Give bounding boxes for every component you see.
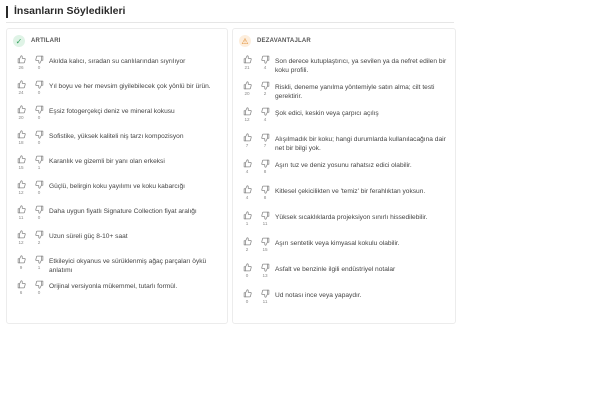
- downvote-button[interactable]: [33, 105, 45, 120]
- thumbs-down-icon: [33, 80, 45, 89]
- downvote-count: 4: [263, 65, 267, 70]
- pros-panel: [6, 28, 228, 324]
- thumbs-down-icon: [33, 280, 45, 289]
- thumbs-down-icon: [33, 230, 45, 239]
- thumbs-down-icon: [259, 55, 271, 64]
- list-item: [7, 103, 227, 127]
- downvote-button[interactable]: [33, 130, 45, 145]
- downvote-count: 8: [263, 195, 267, 200]
- downvote-button[interactable]: [33, 80, 45, 95]
- thumbs-up-icon: [241, 81, 253, 90]
- list-item: [7, 253, 227, 277]
- vote-group: [15, 280, 45, 302]
- upvote-count: 15: [18, 165, 24, 170]
- thumbs-up-icon: [241, 55, 253, 64]
- vote-group: [15, 55, 45, 77]
- upvote-button[interactable]: [241, 81, 253, 96]
- warning-icon: ⚠: [239, 35, 251, 47]
- upvote-count: 20: [18, 115, 24, 120]
- vote-group: [15, 205, 45, 227]
- downvote-button[interactable]: [33, 255, 45, 270]
- downvote-count: 0: [37, 65, 41, 70]
- list-item: [233, 209, 455, 233]
- upvote-button[interactable]: [15, 180, 27, 195]
- thumbs-up-icon: [241, 133, 253, 142]
- vote-group: [15, 230, 45, 252]
- item-text: Yüksek sıcaklıklarda projeksiyon sınırlı hissedilebilir.: [275, 214, 428, 221]
- vote-group: [241, 211, 271, 233]
- item-text: Şok edici, keskin veya çarpıcı açılış: [275, 110, 379, 117]
- list-item: [7, 203, 227, 227]
- vote-group: [15, 130, 45, 152]
- thumbs-up-icon: [15, 180, 27, 189]
- downvote-count: 8: [263, 169, 267, 174]
- upvote-button[interactable]: [15, 105, 27, 120]
- list-item: [233, 235, 455, 259]
- upvote-button[interactable]: [241, 289, 253, 304]
- thumbs-up-icon: [241, 263, 253, 272]
- item-text: Güçlü, belirgin koku yayılımı ve koku kabarcığı: [49, 183, 185, 190]
- upvote-count: 7: [245, 143, 249, 148]
- list-item: [7, 128, 227, 152]
- downvote-button[interactable]: [33, 280, 45, 295]
- thumbs-down-icon: [33, 130, 45, 139]
- upvote-button[interactable]: [15, 155, 27, 170]
- downvote-button[interactable]: [259, 81, 271, 96]
- downvote-button[interactable]: [33, 180, 45, 195]
- list-item: [7, 178, 227, 202]
- thumbs-up-icon: [15, 230, 27, 239]
- vote-group: [241, 107, 271, 129]
- upvote-button[interactable]: [241, 133, 253, 148]
- thumbs-up-icon: [15, 105, 27, 114]
- list-item: [7, 228, 227, 252]
- item-text: Karanlık ve gizemli bir yanı olan erkeksi: [49, 158, 165, 165]
- downvote-button[interactable]: [259, 237, 271, 252]
- item-text: Yıl boyu ve her mevsim giyilebilecek çok yönlü bir ürün.: [49, 83, 211, 90]
- item-text: Riskli, deneme yanılma yöntemiyle satın alma; cilt testi gerektirir.: [275, 84, 435, 100]
- downvote-count: 15: [262, 247, 268, 252]
- item-text: Asfalt ve benzinle ilgili endüstriyel notalar: [275, 266, 396, 273]
- thumbs-down-icon: [33, 105, 45, 114]
- upvote-count: 1: [245, 221, 249, 226]
- item-text: Akılda kalıcı, sıradan su canlılarından sıyrılıyor: [49, 58, 186, 65]
- upvote-count: 2: [245, 247, 249, 252]
- upvote-count: 12: [244, 117, 250, 122]
- thumbs-up-icon: [15, 255, 27, 264]
- vote-group: [241, 185, 271, 207]
- upvote-count: 4: [245, 195, 249, 200]
- downvote-count: 2: [263, 91, 267, 96]
- upvote-count: 12: [18, 240, 24, 245]
- list-item: [233, 131, 455, 155]
- list-item: [7, 153, 227, 177]
- thumbs-up-icon: [241, 237, 253, 246]
- downvote-button[interactable]: [259, 55, 271, 70]
- upvote-button[interactable]: [15, 230, 27, 245]
- item-text: Ud notası ince veya yapaydır.: [275, 292, 362, 299]
- upvote-count: 12: [18, 190, 24, 195]
- pros-label: ARTILARI: [31, 38, 61, 44]
- vote-group: [241, 133, 271, 155]
- upvote-count: 24: [18, 90, 24, 95]
- item-text: Sofistike, yüksek kaliteli niş tarzı kompozisyon: [49, 133, 184, 140]
- downvote-button[interactable]: [259, 185, 271, 200]
- item-text: Etkileyici okyanus ve sürüklenmiş ağaç parçaları öykü anlatımı: [49, 258, 207, 274]
- downvote-count: 1: [37, 165, 41, 170]
- thumbs-down-icon: [259, 289, 271, 298]
- thumbs-up-icon: [241, 185, 253, 194]
- thumbs-down-icon: [33, 205, 45, 214]
- upvote-button[interactable]: [15, 255, 27, 270]
- vote-group: [241, 263, 271, 285]
- list-item: [7, 78, 227, 102]
- list-item: [233, 53, 455, 77]
- thumbs-up-icon: [15, 130, 27, 139]
- upvote-button[interactable]: [241, 185, 253, 200]
- downvote-count: 0: [37, 140, 41, 145]
- thumbs-up-icon: [15, 80, 27, 89]
- thumbs-down-icon: [33, 180, 45, 189]
- pros-header: [13, 34, 61, 48]
- list-item: [7, 278, 227, 302]
- thumbs-down-icon: [33, 55, 45, 64]
- upvote-count: 21: [244, 65, 250, 70]
- vote-group: [15, 105, 45, 127]
- downvote-count: 0: [37, 215, 41, 220]
- upvote-count: 0: [245, 299, 249, 304]
- downvote-button[interactable]: [33, 205, 45, 220]
- thumbs-down-icon: [33, 155, 45, 164]
- thumbs-up-icon: [241, 159, 253, 168]
- title-accent-bar: [6, 6, 8, 18]
- upvote-button[interactable]: [15, 280, 27, 295]
- item-text: Kitlesel çekicilikten ve 'temiz' bir ferahlıktan yoksun.: [275, 188, 426, 195]
- check-icon: ✓: [13, 35, 25, 47]
- thumbs-down-icon: [259, 211, 271, 220]
- item-text: Son derece kutuplaştırıcı, ya sevilen ya da nefret edilen bir koku profili.: [275, 58, 447, 74]
- downvote-count: 0: [37, 190, 41, 195]
- upvote-count: 0: [245, 273, 249, 278]
- list-item: [233, 157, 455, 181]
- item-text: Orijinal versiyonla mükemmel, tutarlı formül.: [49, 283, 178, 290]
- thumbs-down-icon: [259, 263, 271, 272]
- upvote-button[interactable]: [15, 55, 27, 70]
- upvote-button[interactable]: [241, 107, 253, 122]
- item-text: Eşsiz fotogerçekçi deniz ve mineral kokusu: [49, 108, 175, 115]
- vote-group: [241, 159, 271, 181]
- list-item: [233, 183, 455, 207]
- thumbs-down-icon: [259, 133, 271, 142]
- vote-group: [15, 155, 45, 177]
- upvote-count: 26: [18, 65, 24, 70]
- cons-label: DEZAVANTAJLAR: [257, 38, 311, 44]
- downvote-button[interactable]: [33, 55, 45, 70]
- downvote-count: 2: [37, 240, 41, 245]
- thumbs-up-icon: [15, 155, 27, 164]
- thumbs-up-icon: [15, 280, 27, 289]
- downvote-button[interactable]: [33, 230, 45, 245]
- downvote-count: 0: [37, 290, 41, 295]
- upvote-count: 11: [18, 215, 24, 220]
- item-text: Uzun süreli güç 8-10+ saat: [49, 233, 128, 240]
- vote-group: [241, 55, 271, 77]
- downvote-count: 11: [262, 299, 268, 304]
- vote-group: [241, 237, 271, 259]
- list-item: [7, 53, 227, 77]
- downvote-count: 0: [37, 90, 41, 95]
- thumbs-down-icon: [259, 107, 271, 116]
- upvote-button[interactable]: [15, 130, 27, 145]
- upvote-count: 4: [245, 169, 249, 174]
- list-item: [233, 287, 455, 311]
- vote-group: [15, 180, 45, 202]
- downvote-button[interactable]: [259, 289, 271, 304]
- upvote-count: 6: [19, 290, 23, 295]
- upvote-button[interactable]: [241, 159, 253, 174]
- upvote-button[interactable]: [241, 263, 253, 278]
- upvote-button[interactable]: [15, 205, 27, 220]
- item-text: Aşırı sentetik veya kimyasal kokulu olabilir.: [275, 240, 400, 247]
- upvote-count: 20: [244, 91, 250, 96]
- downvote-count: 7: [263, 143, 267, 148]
- thumbs-up-icon: [241, 289, 253, 298]
- list-item: [233, 79, 455, 103]
- thumbs-up-icon: [15, 205, 27, 214]
- thumbs-down-icon: [33, 255, 45, 264]
- item-text: Aşırı tuz ve deniz yosunu rahatsız edici olabilir.: [275, 162, 412, 169]
- item-text: Alışılmadık bir koku; hangi durumlarda kullanılacağına dair net bir bilgi yok.: [275, 136, 446, 152]
- downvote-count: 1: [37, 265, 41, 270]
- thumbs-up-icon: [241, 107, 253, 116]
- vote-group: [241, 81, 271, 103]
- cons-panel: [232, 28, 456, 324]
- downvote-button[interactable]: [259, 107, 271, 122]
- thumbs-down-icon: [259, 81, 271, 90]
- upvote-button[interactable]: [241, 237, 253, 252]
- downvote-count: 11: [262, 221, 268, 226]
- list-item: [233, 105, 455, 129]
- thumbs-down-icon: [259, 185, 271, 194]
- thumbs-down-icon: [259, 159, 271, 168]
- vote-group: [15, 80, 45, 102]
- downvote-button[interactable]: [33, 155, 45, 170]
- upvote-count: 18: [18, 140, 24, 145]
- downvote-count: 0: [37, 115, 41, 120]
- thumbs-down-icon: [259, 237, 271, 246]
- thumbs-up-icon: [241, 211, 253, 220]
- downvote-button[interactable]: [259, 133, 271, 148]
- upvote-button[interactable]: [241, 55, 253, 70]
- section-title: İnsanların Söyledikleri: [14, 5, 126, 17]
- downvote-count: 4: [263, 117, 267, 122]
- vote-group: [15, 255, 45, 277]
- upvote-count: 9: [19, 265, 23, 270]
- list-item: [233, 261, 455, 285]
- upvote-button[interactable]: [241, 211, 253, 226]
- downvote-count: 13: [262, 273, 268, 278]
- upvote-button[interactable]: [15, 80, 27, 95]
- downvote-button[interactable]: [259, 159, 271, 174]
- item-text: Daha uygun fiyatlı Signature Collection fiyat aralığı: [49, 208, 197, 215]
- downvote-button[interactable]: [259, 263, 271, 278]
- thumbs-up-icon: [15, 55, 27, 64]
- cons-header: [239, 34, 311, 48]
- downvote-button[interactable]: [259, 211, 271, 226]
- vote-group: [241, 289, 271, 311]
